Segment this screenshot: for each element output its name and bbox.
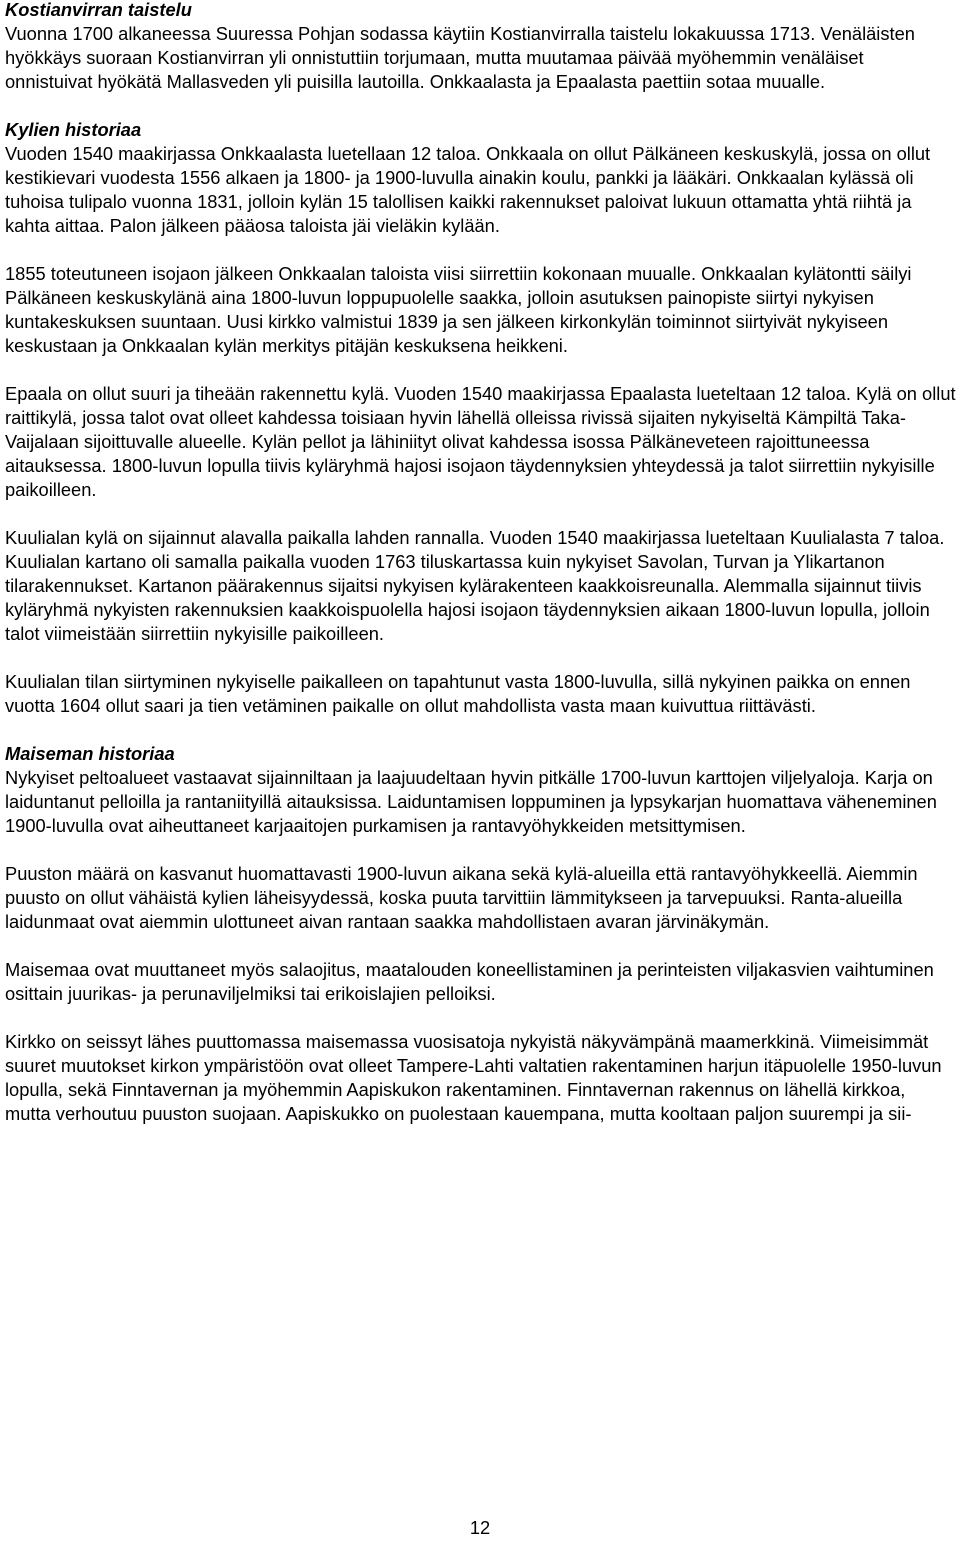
section-heading-kylien-historiaa: Kylien historiaa — [5, 119, 142, 140]
paragraph: Vuoden 1540 maakirjassa Onkkaalasta luetellaan 12 taloa. Onkkaala on ollut Pälkäneen keskuskylä, jossa on ollut kestikievari vuodesta 1556 alkaen ja 1800- ja 1900-luvulla ainakin koulu, pankki ja lääkäri. Onkkaalan kylässä oli tuhoisa tulipalo vuonna 1831, jolloin kylän 15 talollisen kaikki rakennukset paloivat lukuun ottamatta yhtä riihtä ja kahta aittaa. Palon jälkeen pääosa taloista jäi vieläkin kylään. — [5, 143, 931, 236]
paragraph: 1855 toteutuneen isojaon jälkeen Onkkaalan taloista viisi siirrettiin kokonaan muualle. Onkkaalan kylätontti säilyi Pälkäneen keskuskylänä aina 1800-luvun loppupuolelle saakka, jolloin asutuksen painopiste siirtyi nykyisen kuntakeskuksen suuntaan. Uusi kirkko valmistui 1839 ja sen jälkeen kirkonkylän toiminnot siirtyivät nykyiseen keskustaan ja Onkkaalan kylän merkitys pitäjän keskuksena heikkeni. — [5, 263, 912, 356]
paragraph: Vuonna 1700 alkaneessa Suuressa Pohjan sodassa käytiin Kostianvirralla taistelu lokakuussa 1713. Venäläisten hyökkäys suoraan Kostianvirran yli onnistuttiin torjumaan, mutta muutamaa päivää myöhemmin venäläiset onnistuivat hyökätä Mallasveden yli puisilla lautoilla. Onkkaalasta ja Epaalasta paettiin sotaa muualle. — [5, 23, 915, 92]
paragraph: Epaala on ollut suuri ja tiheään rakennettu kylä. Vuoden 1540 maakirjassa Epaalasta lueteltaan 12 taloa. Kylä on ollut raittikylä, jossa talot ovat olleet kahdessa toisiaan hyvin lähellä olleissa rivissä sijaiten nykyiseltä Kämpiltä Taka-Vaijalaan sijoittuvalle alueelle. Kylän pellot ja lähiniityt olivat kahdessa isossa Pälkäneveteen rajoittuneessa aitauksessa. 1800-luvun lopulla tiivis kyläryhmä hajosi isojaon täydennyksien yhteydessä ja talot siirrettiin nykyisille paikoilleen. — [5, 383, 956, 500]
paragraph: Kuulialan tilan siirtyminen nykyiselle paikalleen on tapahtunut vasta 1800-luvulla, sillä nykyinen paikka on ennen vuotta 1604 ollut saari ja tien vetäminen paikalle on ollut mahdollista vasta maan kuivuttua riittävästi. — [5, 671, 911, 716]
paragraph: Puuston määrä on kasvanut huomattavasti 1900-luvun aikana sekä kylä-alueilla että rantavyöhykkeellä. Aiemmin puusto on ollut vähäistä kylien läheisyydessä, koska puuta tarvittiin lämmitykseen ja tarvepuuksi. Ranta-alueilla laidunmaat ovat aiemmin ulottuneet aivan rantaan saakka mahdollistaen avaran järvinäkymän. — [5, 863, 918, 932]
section-heading-kostianvirran-taistelu: Kostianvirran taistelu — [5, 0, 192, 20]
page-number: 12 — [469, 1517, 491, 1538]
paragraph: Kirkko on seissyt lähes puuttomassa maisemassa vuosisatoja nykyistä näkyvämpänä maamerkkinä. Viimeisimmät suuret muutokset kirkon ympäristöön ovat olleet Tampere-Lahti valtatien rakentaminen harjun itäpuolelle 1950-luvun lopulla, sekä Finntavernan ja myöhemmin Aapiskukon rakentaminen. Finntavernan rakennus on lähellä kirkkoa, mutta verhoutuu puuston suojaan. Aapiskukko on puolestaan kauempana, mutta kooltaan paljon suurempi ja sii- — [5, 1031, 942, 1124]
section-heading-maiseman-historiaa: Maiseman historiaa — [5, 743, 175, 764]
paragraph: Nykyiset peltoalueet vastaavat sijainniltaan ja laajuudeltaan hyvin pitkälle 1700-luvun karttojen viljelyaloja. Karja on laiduntanut pelloilla ja rantaniityillä aitauksissa. Laiduntamisen loppuminen ja lypsykarjan huomattava väheneminen 1900-luvulla ovat aiheuttaneet karjaaitojen purkamisen ja rantavyöhykkeiden metsittymisen. — [5, 767, 937, 836]
paragraph: Kuulialan kylä on sijainnut alavalla paikalla lahden rannalla. Vuoden 1540 maakirjassa lueteltaan Kuulialasta 7 taloa. Kuulialan kartano oli samalla paikalla vuoden 1763 tiluskartassa kuin nykyiset Savolan, Turvan ja Ylikartanon tilarakennukset. Kartanon päärakennus sijaitsi nykyisen kylärakenteen kaakkoisreunalla. Alemmalla sijainnut tiivis kyläryhmä nykyisten rakennuksien kaakkoispuolella hajosi isojaon täydennyksien aikaan 1800-luvun lopulla, jolloin talot viimeistään siirrettiin nykyisille paikoilleen. — [5, 527, 945, 644]
paragraph: Maisemaa ovat muuttaneet myös salaojitus, maatalouden koneellistaminen ja perinteisten viljakasvien vaihtuminen osittain juurikas- ja perunaviljelmiksi tai erikoislajien pelloiksi. — [5, 959, 934, 1004]
